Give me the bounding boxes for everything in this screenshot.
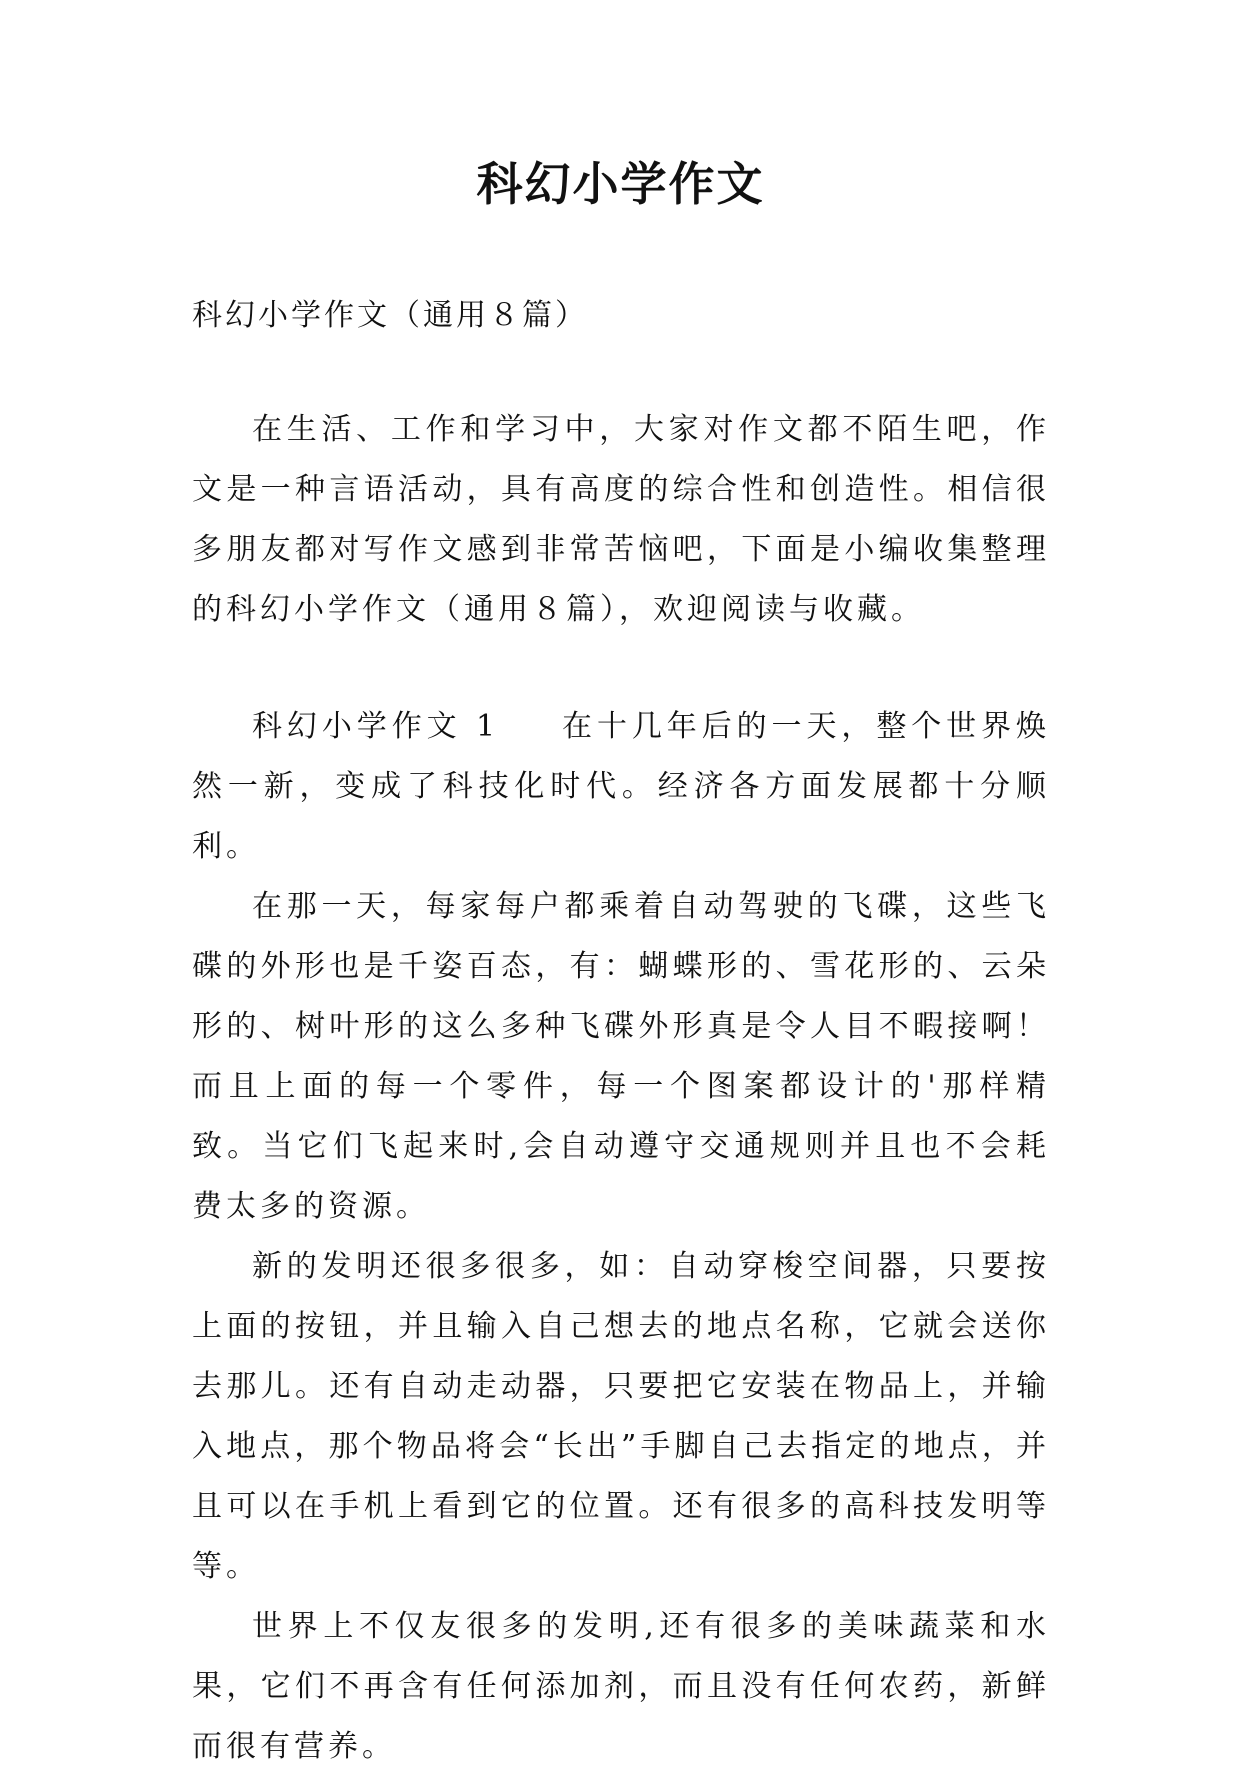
essay-1-paragraph-1: 在十几年后的一天，整个世界焕然一新，变成了科技化时代。经济各方面发展都十分顺利。 [192,709,1051,864]
intro-section [192,400,1050,640]
essay-1-section [192,697,1050,1777]
essay-1-paragraph-4: 世界上不仅友很多的发明,还有很多的美味蔬菜和水果，它们不再含有任何添加剂，而且没有任何农药，新鲜而很有营养。 [192,1609,1050,1764]
document-subtitle: 科幻小学作文（通用８篇） [192,298,588,333]
essay-1-first-paragraph [192,697,1050,877]
intro-paragraph: 在生活、工作和学习中，大家对作文都不陌生吧，作文是一种言语活动，具有高度的综合性和创造性。相信很多朋友都对写作文感到非常苦恼吧，下面是小编收集整理的科幻小学作文（通用８篇），欢迎阅读与收藏。 [192,412,1050,627]
essay-1-paragraph-3: 新的发明还很多很多，如：自动穿梭空间器，只要按上面的按钮，并且输入自己想去的地点名称，它就会送你去那儿。还有自动走动器，只要把它安装在物品上，并输入地点，那个物品将会“长出”手脚自己去指定的地点，并且可以在手机上看到它的位置。还有很多的高科技发明等等。 [192,1249,1050,1584]
essay-1-paragraph-2: 在那一天，每家每户都乘着自动驾驶的飞碟，这些飞碟的外形也是千姿百态，有：蝴蝶形的、雪花形的、云朵形的、树叶形的这么多种飞碟外形真是令人目不暇接啊！而且上面的每一个零件，每一个图案都设计的'那样精致。当它们飞起来时,会自动遵守交通规则并且也不会耗费太多的资源。 [192,889,1050,1224]
essay-1-heading: 科幻小学作文 1 [252,709,500,744]
document-title: 科幻小学作文 [476,157,765,211]
